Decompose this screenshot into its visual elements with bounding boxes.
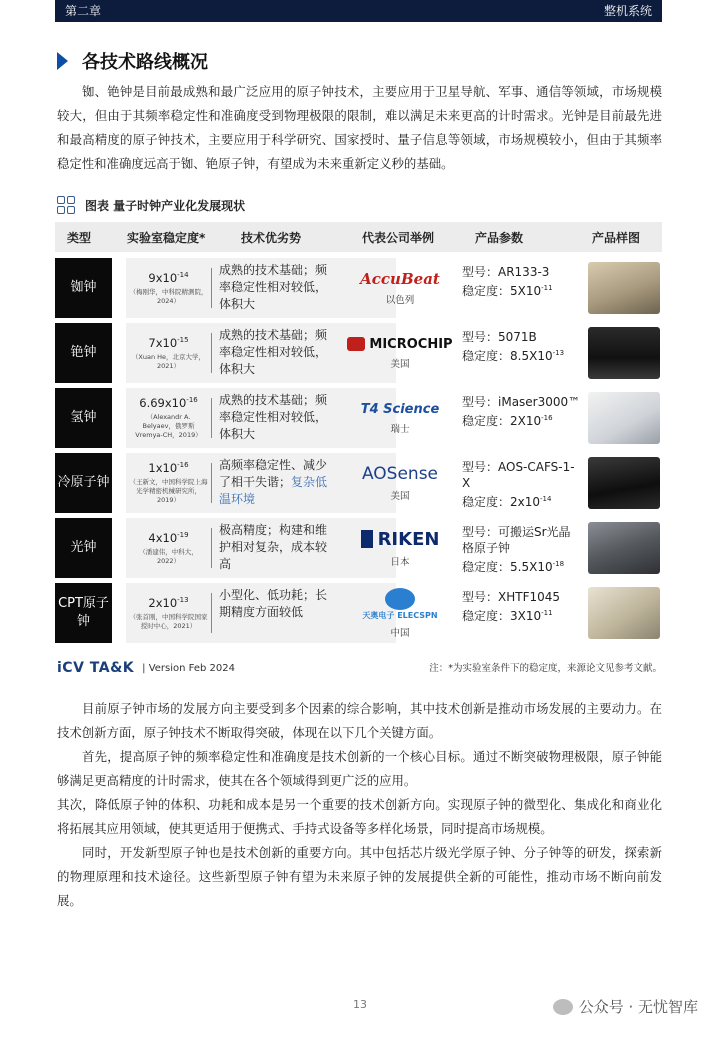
product-photo	[588, 392, 660, 444]
stability-value: $1x10^{-16}$	[148, 461, 189, 475]
product-model: 型号：AR133-3	[462, 265, 550, 279]
product-stability: 稳定度：$2X10^{-16}$	[462, 414, 553, 428]
stability-box	[126, 518, 211, 578]
product-stability: 稳定度：$3X10^{-11}$	[462, 609, 553, 623]
product-stability: 稳定度：$5.5X10^{-18}$	[462, 560, 565, 574]
advantages-text: 高频率稳定性、减少了相干失谐；复杂低温环境	[219, 458, 328, 506]
stability-box	[126, 388, 211, 448]
divider	[211, 593, 212, 633]
body-paragraph: 目前原子钟市场的发展方向主要受到多个因素的综合影响，其中技术创新是推动市场发展的主要动力。在技术创新方面，原子钟技术不断取得突破，体现在以下几个关键方面。	[57, 701, 662, 740]
t4-science-logo: T4 Science	[360, 401, 440, 417]
type-cell: CPT原子钟	[55, 583, 112, 643]
stability-box	[126, 453, 211, 513]
page-number: 13	[353, 998, 367, 1011]
microchip-mark-icon	[347, 337, 365, 351]
stability-value: $9x10^{-14}$	[148, 270, 189, 285]
table-row	[55, 583, 662, 643]
watermark-text: 公众号 · 无忧智库	[578, 998, 698, 1016]
riken-mark-icon	[361, 530, 373, 548]
advantages-text: 极高精度；构建和维护相对复杂，成本较高	[219, 523, 328, 571]
type-cell: 光钟	[55, 518, 112, 578]
stability-source: （王新文，中国科学院上海光学精密机械研究所，2019）	[129, 478, 208, 504]
product-stability: 稳定度：$5X10^{-11}$	[462, 284, 553, 298]
company-country: 中国	[390, 627, 410, 639]
product-stability: 稳定度：$2x10^{-14}$	[462, 495, 552, 509]
col-params: 产品参数	[475, 231, 524, 245]
advantages-text: 小型化、低功耗；长期精度方面较低	[219, 588, 328, 619]
table-note: 注：*为实验室条件下的稳定度，来源论文见参考文献。	[429, 663, 662, 674]
tianao-globe-icon	[385, 588, 415, 610]
stability-box	[126, 323, 211, 383]
stability-box	[126, 583, 211, 643]
stability-source: （潘建伟，中科大，2022）	[139, 547, 198, 565]
table-header	[55, 222, 662, 252]
col-sample: 产品样图	[592, 231, 641, 245]
table-row	[55, 453, 662, 513]
chevron-right-icon	[57, 52, 68, 70]
company-country: 美国	[390, 491, 410, 502]
brand-version: | Version Feb 2024	[142, 662, 235, 674]
advantages-text: 成熟的技术基础；频率稳定性相对较低，体积大	[219, 263, 328, 311]
section-title: 各技术路线概况	[82, 52, 208, 73]
stability-source: （Alexandr A. Belyaev，俄罗斯Vremya-CH，2019）	[135, 413, 202, 439]
col-type: 类型	[67, 231, 92, 245]
type-cell: 铯钟	[55, 323, 112, 383]
stability-source: （Xuan He，北京大学，2021）	[131, 352, 206, 370]
product-params	[462, 589, 582, 624]
divider	[211, 398, 212, 438]
stability-value: $2x10^{-13}$	[148, 595, 189, 610]
table-row	[55, 388, 662, 448]
body-paragraph: 首先，提高原子钟的频率稳定性和准确度是技术创新的一个核心目标。通过不断突破物理极限，原子钟能够满足更高精度的计时需求，使其在各个领域得到更广泛的应用。	[57, 749, 662, 788]
advantages-text: 成熟的技术基础；频率稳定性相对较低，体积大	[219, 393, 328, 441]
product-params	[462, 264, 582, 299]
figure-caption	[57, 194, 245, 216]
type-cell: 氢钟	[55, 388, 112, 448]
wechat-icon	[553, 999, 573, 1015]
divider	[211, 268, 212, 308]
product-model: 型号：可搬运Sr光晶格原子钟	[462, 525, 571, 555]
col-stability: 实验室稳定度*	[127, 231, 206, 245]
company-country: 以色列	[385, 295, 415, 306]
company-country: 美国	[390, 358, 410, 370]
stability-source: （张首刚，中国科学院国家授时中心，2021）	[129, 612, 208, 630]
type-cell: 冷原子钟	[55, 453, 112, 513]
product-params	[462, 394, 582, 429]
brand-logo: iCV TA&K	[57, 660, 135, 676]
body-paragraph: 同时，开发新型原子钟也是技术创新的重要方向。其中包括芯片级光学原子钟、分子钟等的研发，探索新的物理原理和技术途径。这些新型原子钟有望为未来原子钟的发展提供全新的可能性，推动市场不断向前发展。	[57, 845, 662, 908]
intro-paragraph: 铷、铯钟是目前最成熟和最广泛应用的原子钟技术，主要应用于卫星导航、军事、通信等领域，市场规模较大，但由于其频率稳定性和准确度受到物理极限的限制，难以满足未来更高的计时需求。光钟是目前最先进和最高精度的原子钟技术，主要应用于科学研究、国家授时、量子信息等领域，市场规模较小，但由于其频率稳定性和准确度远高于铷、铯原子钟，有望成为未来重新定义秒的基础。	[57, 84, 662, 171]
company-cell	[345, 518, 455, 578]
riken-logo: RIKEN	[361, 529, 440, 550]
watermark	[553, 996, 698, 1017]
company-country: 瑞士	[390, 423, 410, 435]
product-params	[462, 524, 582, 575]
product-photo	[588, 327, 660, 379]
advantages-text: 成熟的技术基础；频率稳定性相对较低，体积大	[219, 328, 328, 376]
chapter-header-bar	[55, 0, 662, 22]
stability-value: $7x10^{-15}$	[148, 335, 189, 350]
company-country: 日本	[390, 556, 410, 568]
product-model: 型号：AOS-CAFS-1-X	[462, 460, 575, 490]
section-label: 整机系统	[603, 4, 652, 18]
company-cell	[345, 583, 455, 643]
aosense-logo: AOSense	[361, 464, 439, 484]
accubeat-logo: AccuBeat	[360, 270, 440, 288]
company-cell	[345, 453, 455, 513]
divider	[211, 333, 212, 373]
product-photo	[588, 522, 660, 574]
product-model: 型号：5071B	[462, 330, 537, 344]
product-photo	[588, 262, 660, 314]
divider	[211, 463, 212, 503]
stability-value: $4x10^{-19}$	[148, 530, 189, 545]
brand-footer	[57, 660, 235, 676]
table-row	[55, 258, 662, 318]
stability-box	[126, 258, 211, 318]
stability-source: （梅刚华，中科院精测院，2024）	[129, 287, 208, 305]
table-row	[55, 323, 662, 383]
microchip-logo: MICROCHIP	[347, 337, 452, 352]
section-title-row	[57, 48, 208, 74]
divider	[211, 528, 212, 568]
table-row	[55, 518, 662, 578]
body-paragraph: 其次，降低原子钟的体积、功耗和成本是另一个重要的技术创新方向。实现原子钟的微型化、集成化和商业化将拓展其应用领域，使其更适用于便携式、手持式设备等多样化场景，同时提高市场规模。	[57, 797, 662, 836]
company-cell	[345, 258, 455, 318]
col-advantages: 技术优劣势	[241, 231, 302, 245]
product-params	[462, 329, 582, 364]
chapter-label: 第二章	[65, 4, 102, 18]
product-photo	[588, 587, 660, 639]
product-model: 型号：XHTF1045	[462, 590, 561, 604]
company-cell	[345, 388, 455, 448]
product-params	[462, 459, 582, 510]
figure-caption-text: 图表 量子时钟产业化发展现状	[85, 198, 246, 213]
grid-icon	[57, 196, 75, 214]
product-model: 型号：iMaser3000™	[462, 395, 581, 409]
company-cell	[345, 323, 455, 383]
tianao-logo: 天奥电子 ELECSPN	[362, 610, 438, 620]
stability-value: $6.69x10^{-16}$	[139, 396, 198, 410]
product-photo	[588, 457, 660, 509]
col-company: 代表公司举例	[362, 231, 435, 245]
product-stability: 稳定度：$8.5X10^{-13}$	[462, 349, 565, 363]
type-cell: 铷钟	[55, 258, 112, 318]
